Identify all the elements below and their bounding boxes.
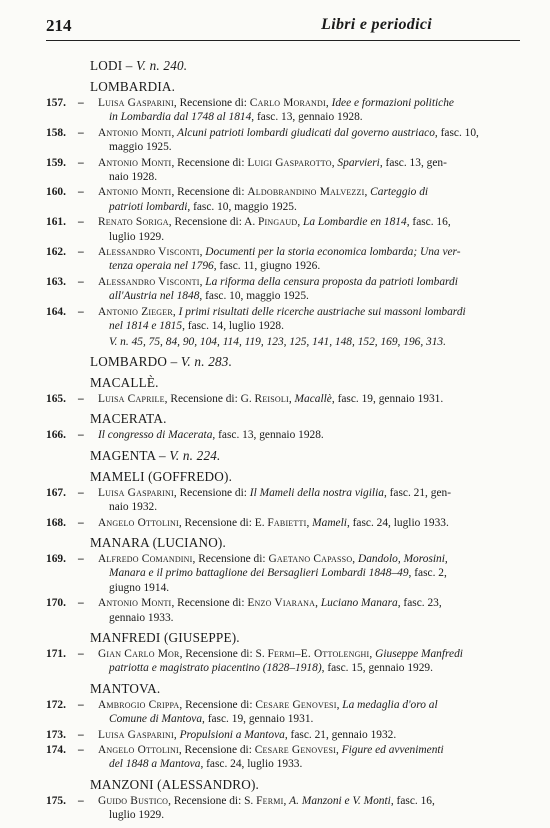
work-title: tenza operaia nel 1796	[109, 260, 214, 273]
cross-reference: – V. n. 224.	[159, 447, 221, 463]
entry-text: , Recensione di:	[171, 597, 248, 610]
heading-text: MANFREDI (GIUSEPPE).	[90, 629, 240, 645]
author-name: Luigi Gasparotto	[247, 156, 332, 169]
entry-text: , Recensione di: G.	[164, 392, 255, 405]
entry-line	[98, 661, 526, 675]
entry-line	[98, 794, 526, 808]
entry-text: , fasc. 10, maggio 1925.	[187, 200, 297, 213]
entry-line	[98, 126, 526, 140]
entry-number: 172.	[46, 698, 66, 711]
work-title: Mameli	[312, 516, 347, 529]
heading-text: MACALLÈ.	[90, 374, 159, 390]
work-title: all'Austria nel 1848	[109, 290, 200, 303]
entry-line	[98, 566, 526, 580]
entry-line	[98, 392, 526, 406]
entry-text: ,	[173, 728, 180, 741]
page-number: 214	[46, 16, 72, 35]
entry-number: 159.	[46, 156, 66, 169]
entry-text: ,	[325, 97, 332, 109]
entry-line	[98, 230, 526, 244]
index-entry	[46, 552, 526, 595]
entry-dash: –	[78, 246, 84, 259]
cross-reference: – V. n. 240.	[125, 58, 188, 73]
entry-line	[98, 743, 526, 757]
entry-number: 165.	[46, 392, 66, 405]
work-title: Il congresso di Macerata	[98, 429, 213, 442]
author-name: Luisa Gasparini	[98, 728, 174, 741]
work-title: Figure ed avvenimenti	[341, 744, 444, 756]
index-entry	[46, 215, 526, 244]
author-name: Gian Carlo Mor	[98, 647, 180, 660]
entry-text: ,	[172, 305, 179, 318]
author-name: Angelo Ottolini	[98, 744, 179, 756]
entry-line	[98, 728, 526, 742]
entry-text: , fasc. 13, gennaio 1928.	[212, 429, 324, 442]
work-title: del 1848 a Mantova	[109, 758, 201, 771]
author-name: Alessandro Visconti	[98, 246, 200, 259]
author-name: Cesare Genovesi	[254, 744, 336, 756]
author-name: Antonio Monti	[98, 597, 172, 610]
entry-text: gennaio 1933.	[109, 611, 174, 624]
entry-number: 160.	[46, 186, 66, 199]
entry-line	[98, 698, 526, 712]
entry-dash: –	[78, 216, 84, 229]
work-title: Dandolo, Morosini,	[358, 552, 448, 565]
entry-number: 174.	[46, 744, 66, 756]
entry-text: luglio 1929.	[109, 230, 165, 243]
entry-line	[98, 140, 526, 154]
entry-text: , fasc. 10,	[434, 126, 479, 139]
entry-text: , Recensione di: A.	[168, 216, 259, 229]
work-title: in Lombardia dal 1748 al 1814	[109, 111, 252, 124]
entry-text: , fasc. 11, giugno 1926.	[213, 260, 321, 273]
entry-dash: –	[78, 698, 84, 711]
entry-text: naio 1928.	[109, 171, 158, 184]
index-entry	[46, 743, 526, 772]
entry-text: , fasc. 24, luglio 1933.	[346, 516, 449, 529]
index-entry	[46, 428, 526, 442]
entry-text: , fasc. 16,	[390, 794, 435, 807]
heading-text: LODI	[90, 58, 123, 73]
work-title: patrioti lombardi	[109, 200, 188, 213]
entry-text: , Recensione di: E.	[178, 516, 268, 529]
entry-line	[98, 500, 526, 514]
entry-line	[98, 156, 526, 170]
entry-number: 163.	[46, 275, 66, 288]
entry-line	[98, 289, 526, 303]
author-name: Fabietti	[267, 516, 307, 529]
work-title: La riforma della censura proposta da patrioti lombardi	[205, 275, 458, 288]
entry-text: maggio 1925.	[109, 141, 172, 154]
section-heading	[90, 58, 526, 74]
work-title: A. Manzoni e V. Monti	[289, 794, 391, 807]
index-entry	[46, 516, 526, 530]
entry-text: , fasc. 13, gennaio 1928.	[251, 111, 363, 124]
author-name: Guido Bustico	[98, 794, 169, 807]
index-entry	[46, 486, 526, 515]
entry-number: 157.	[46, 97, 66, 109]
index-entry	[46, 392, 526, 406]
entry-line	[98, 581, 526, 595]
entry-text: ,	[336, 698, 343, 711]
entry-text: ,	[364, 186, 371, 199]
author-name: Fermi	[256, 794, 284, 807]
work-title: Sparvieri	[337, 156, 380, 169]
entry-line	[98, 185, 526, 199]
section-heading	[90, 448, 526, 464]
entry-text: ,	[335, 744, 342, 756]
entry-line	[98, 428, 526, 442]
entry-line	[98, 712, 526, 726]
page-header	[46, 14, 520, 41]
entry-text: , Recensione di: S.	[168, 794, 257, 807]
entry-text: ,	[288, 392, 295, 405]
author-name: Antonio Monti	[98, 156, 172, 169]
entry-text: ,	[297, 216, 304, 229]
section-heading	[90, 375, 526, 391]
work-title: Manara e il primo battaglione dei Bersaglieri Lombardi 1848–49	[109, 567, 409, 580]
entry-text: , Recensione di:	[192, 552, 269, 565]
entry-text: , fasc. 21, gen-	[383, 486, 451, 499]
entry-text: ,	[171, 126, 178, 139]
author-name: Ambrogio Crippa	[98, 698, 180, 711]
heading-text: MAGENTA	[90, 447, 156, 463]
entry-line	[98, 170, 526, 184]
work-title: Alcuni patrioti lombardi giudicati dal governo austriaco	[177, 126, 435, 139]
work-title: Carteggio di	[370, 186, 429, 199]
section-heading	[90, 630, 526, 646]
entry-text: , fasc. 19, gennaio 1931.	[202, 713, 314, 726]
entry-text: , Recensione di:	[173, 486, 250, 499]
author-name: Luisa Gasparini	[98, 97, 174, 109]
work-title: nel 1814 e 1815	[109, 320, 183, 333]
entry-text: ,	[306, 516, 313, 529]
work-title: Comune di Mantova	[109, 713, 203, 726]
entry-dash: –	[78, 97, 84, 109]
entry-number: 175.	[46, 794, 66, 807]
index-entry	[46, 596, 526, 625]
author-name: Renato Soriga	[98, 216, 169, 229]
entry-line	[98, 647, 526, 661]
author-name: Angelo Ottolini	[98, 516, 179, 529]
entry-text: , Recensione di:	[178, 744, 255, 756]
work-title: Macallè	[294, 392, 332, 405]
entry-text: ,	[199, 246, 206, 259]
entry-text: ,	[331, 156, 338, 169]
author-name: Fermi–E. Ottolenghi	[267, 647, 370, 660]
entry-text: , fasc. 21, gennaio 1932.	[284, 728, 397, 741]
entry-text: ,	[369, 647, 376, 660]
entry-dash: –	[78, 744, 84, 756]
entry-dash: –	[78, 794, 84, 807]
author-name: Luisa Caprile	[98, 392, 165, 405]
entry-text: , fasc. 24, luglio 1933.	[200, 758, 303, 771]
entry-text: , fasc. 23,	[397, 597, 442, 610]
index-entry	[46, 728, 526, 742]
author-name: Carlo Morandi	[249, 97, 326, 109]
entry-number: 170.	[46, 597, 66, 610]
entry-text: , fasc. 19, gennaio 1931.	[331, 392, 444, 405]
entry-dash: –	[78, 275, 84, 288]
index-content	[46, 58, 526, 823]
work-title: Idee e formazioni politiche	[331, 97, 454, 109]
heading-text: LOMBARDO	[90, 353, 168, 369]
entry-text: , fasc. 14, luglio 1928.	[182, 320, 284, 333]
work-title: Luciano Manara	[320, 597, 398, 610]
entry-line	[98, 305, 526, 319]
author-name: Pingaud	[258, 216, 298, 229]
entry-number: 162.	[46, 246, 66, 259]
section-heading	[90, 681, 526, 697]
entry-line	[98, 552, 526, 566]
entry-dash: –	[78, 156, 84, 169]
index-entry	[46, 305, 526, 334]
author-name: Cesare Genovesi	[255, 698, 337, 711]
entry-line	[98, 200, 526, 214]
index-entry	[46, 245, 526, 274]
index-entry	[46, 96, 526, 125]
entry-text: ,	[283, 794, 290, 807]
work-title: La medaglia d'oro al	[342, 698, 438, 711]
section-heading	[90, 79, 526, 95]
entry-text: ,	[315, 597, 321, 610]
author-name: Antonio Monti	[98, 126, 172, 139]
author-name: Antonio Monti	[98, 186, 172, 199]
entry-dash: –	[78, 486, 84, 499]
heading-text: MANARA (LUCIANO).	[90, 534, 227, 550]
entry-text: luglio 1929.	[109, 809, 165, 822]
entry-line	[98, 808, 526, 822]
entry-dash: –	[78, 516, 84, 529]
work-title: Propulsioni a Mantova	[179, 728, 285, 741]
entry-dash: –	[78, 392, 84, 405]
entry-line	[98, 611, 526, 625]
entry-number: 166.	[46, 429, 66, 442]
author-name: Gaetano Capasso	[268, 552, 353, 565]
index-entry	[46, 185, 526, 214]
work-title: La Lombardie en 1814	[303, 216, 407, 229]
work-title: Il Mameli della nostra vigilia	[249, 486, 384, 499]
index-entry	[46, 275, 526, 304]
entry-dash: –	[78, 647, 84, 660]
entry-text: ,	[199, 275, 206, 288]
index-entry	[46, 698, 526, 727]
author-name: Alfredo Comandini	[98, 552, 193, 565]
section-heading	[90, 535, 526, 551]
entry-line	[98, 319, 526, 333]
work-title: I primi risultati delle ricerche austriache sui massoni lombardi	[178, 305, 466, 318]
heading-text: MACERATA.	[90, 411, 167, 427]
author-name: Luisa Gasparini	[98, 486, 174, 499]
entry-number: 164.	[46, 305, 66, 318]
cross-reference: – V. n. 283.	[170, 353, 233, 369]
work-title: Documenti per la storia economica lombarda; Una ver-	[205, 246, 461, 259]
entry-line	[98, 96, 526, 110]
entry-number: 171.	[46, 647, 66, 660]
entry-text: , Recensione di:	[171, 156, 248, 169]
entry-line	[98, 275, 526, 289]
entry-text: , fasc. 16,	[406, 216, 451, 229]
entry-number: 169.	[46, 552, 66, 565]
entry-text: ,	[352, 552, 358, 565]
index-entry	[46, 156, 526, 185]
index-entry	[46, 794, 526, 823]
entry-line	[98, 757, 526, 771]
entry-number: 168.	[46, 516, 66, 529]
author-name: Reisoli	[254, 392, 289, 405]
entry-text: , Recensione di:	[173, 97, 250, 109]
see-also-references: V. n. 45, 75, 84, 90, 104, 114, 119, 123, 125, 141, 148, 152, 169, 196, 313.	[109, 335, 446, 348]
entry-text: , Recensione di: S.	[179, 647, 268, 660]
author-name: Aldobrandino Malvezzi	[247, 186, 365, 199]
entry-number: 173.	[46, 728, 66, 741]
entry-dash: –	[78, 597, 84, 610]
heading-text: LOMBARDIA.	[90, 79, 176, 94]
entry-text: , fasc. 13, gen-	[379, 156, 447, 169]
entry-text: , Recensione di:	[171, 186, 248, 199]
entry-text: , fasc. 15, gennaio 1929.	[321, 662, 433, 675]
section-heading	[90, 469, 526, 485]
entry-text: naio 1932.	[109, 501, 158, 514]
index-entry	[46, 126, 526, 155]
author-name: Enzo Viarana	[247, 597, 316, 610]
work-title: Giuseppe Manfredi	[375, 647, 463, 660]
entry-number: 167.	[46, 486, 66, 499]
entry-dash: –	[78, 186, 84, 199]
entry-dash: –	[78, 429, 84, 442]
entry-line	[98, 596, 526, 610]
entry-text: , fasc. 10, maggio 1925.	[199, 290, 309, 303]
entry-text: giugno 1914.	[109, 581, 170, 594]
index-entry	[46, 647, 526, 676]
section-heading	[90, 354, 526, 370]
entry-number: 161.	[46, 216, 66, 229]
entry-dash: –	[78, 126, 84, 139]
entry-text: , fasc. 2,	[408, 567, 447, 580]
entry-dash: –	[78, 728, 84, 741]
entry-line	[98, 516, 526, 530]
section-heading	[90, 777, 526, 793]
heading-text: MANZONI (ALESSANDRO).	[90, 776, 260, 792]
entry-line	[98, 486, 526, 500]
entry-line	[98, 215, 526, 229]
section-heading	[90, 411, 526, 427]
work-title: patriotta e magistrato piacentino (1828–1918)	[109, 662, 322, 675]
entry-line	[98, 245, 526, 259]
entry-number: 158.	[46, 126, 66, 139]
heading-text: MAMELI (GOFFREDO).	[90, 468, 233, 484]
entry-line	[98, 110, 526, 124]
author-name: Antonio Zieger	[98, 305, 173, 318]
entry-dash: –	[78, 305, 84, 318]
heading-text: MANTOVA.	[90, 680, 161, 696]
running-title: Libri e periodici	[321, 16, 432, 33]
entry-dash: –	[78, 552, 84, 565]
entry-text: , Recensione di:	[179, 698, 256, 711]
entry-line	[98, 259, 526, 273]
author-name: Alessandro Visconti	[98, 275, 200, 288]
